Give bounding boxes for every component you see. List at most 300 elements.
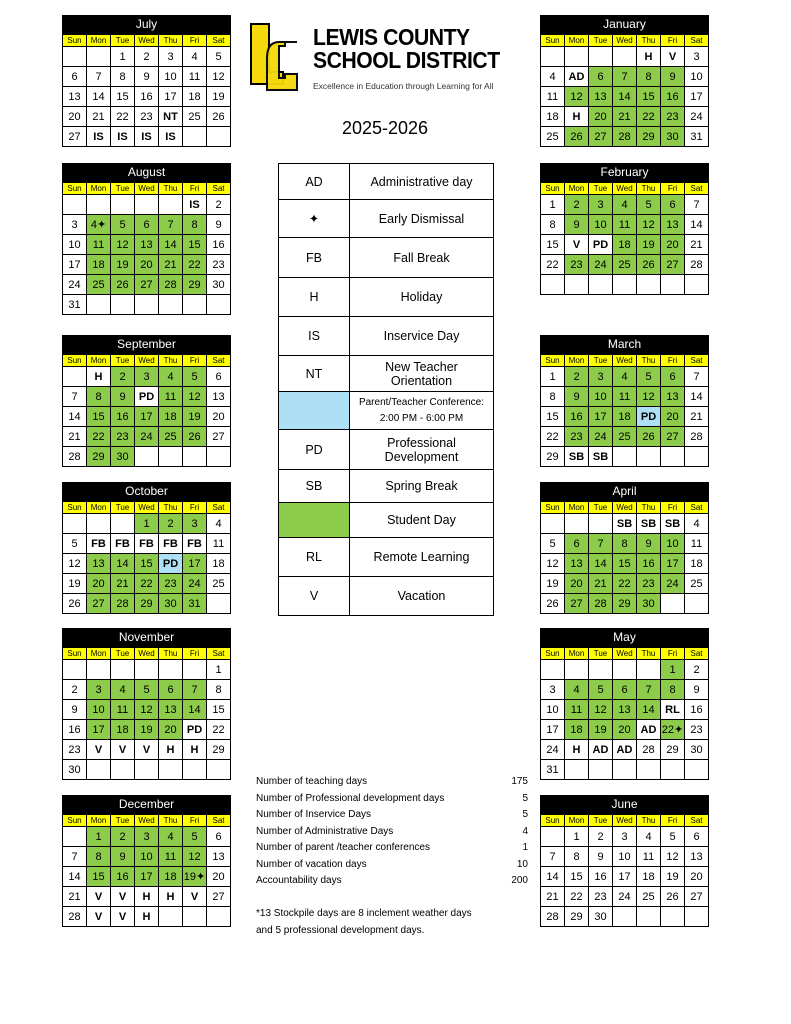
stat-row xyxy=(256,840,528,857)
day-cell: 18 xyxy=(565,720,589,740)
week-row xyxy=(541,407,709,427)
week-row xyxy=(63,47,231,67)
day-cell xyxy=(661,907,685,927)
day-cell: 22 xyxy=(87,427,111,447)
weekday-header: Fri xyxy=(183,183,207,195)
day-cell: 5 xyxy=(661,827,685,847)
day-cell xyxy=(63,367,87,387)
day-cell: 15 xyxy=(637,87,661,107)
week-row xyxy=(541,867,709,887)
day-cell: 4 xyxy=(111,680,135,700)
day-cell xyxy=(207,127,231,147)
day-cell: 19 xyxy=(63,574,87,594)
week-row xyxy=(541,847,709,867)
day-cell: 2 xyxy=(565,195,589,215)
day-cell: 1 xyxy=(111,47,135,67)
day-cell: 20 xyxy=(589,107,613,127)
week-row xyxy=(541,127,709,147)
day-cell: IS xyxy=(111,127,135,147)
day-cell: 13 xyxy=(63,87,87,107)
day-cell xyxy=(111,514,135,534)
day-cell: 6 xyxy=(661,195,685,215)
day-cell: 6 xyxy=(685,827,709,847)
week-row xyxy=(63,235,231,255)
day-cell: 28 xyxy=(159,275,183,295)
day-cell: 21 xyxy=(87,107,111,127)
day-cell: 6 xyxy=(159,680,183,700)
day-cell: 25 xyxy=(613,427,637,447)
day-cell: 6 xyxy=(589,67,613,87)
day-cell: 4 xyxy=(541,67,565,87)
day-cell: 24 xyxy=(685,107,709,127)
day-cell: 18 xyxy=(111,720,135,740)
month-title: November xyxy=(62,628,231,647)
legend-row xyxy=(279,577,494,616)
day-cell: 12 xyxy=(135,700,159,720)
day-cell: 14 xyxy=(111,554,135,574)
day-cell: 17 xyxy=(63,255,87,275)
day-cell: 6 xyxy=(207,827,231,847)
day-cell: 22 xyxy=(111,107,135,127)
day-cell: 27 xyxy=(565,594,589,614)
day-cell: H xyxy=(159,887,183,907)
legend-code: ✦ xyxy=(279,200,350,238)
day-cell xyxy=(111,760,135,780)
day-cell: SB xyxy=(565,447,589,467)
legend-code: V xyxy=(279,577,350,616)
day-cell: 30 xyxy=(111,447,135,467)
day-cell: 25 xyxy=(685,574,709,594)
day-cell: 23 xyxy=(63,740,87,760)
day-cell: 21 xyxy=(63,887,87,907)
day-cell: H xyxy=(87,367,111,387)
day-cell xyxy=(111,660,135,680)
day-cell xyxy=(207,760,231,780)
day-cell: 31 xyxy=(685,127,709,147)
day-cell: 20 xyxy=(63,107,87,127)
month-december xyxy=(62,795,231,927)
day-cell xyxy=(207,447,231,467)
day-cell: 7 xyxy=(87,67,111,87)
week-row xyxy=(541,275,709,295)
day-cell: 4 xyxy=(685,514,709,534)
month-grid xyxy=(540,182,709,295)
day-cell: 2 xyxy=(159,514,183,534)
legend-row xyxy=(279,164,494,200)
weekday-header: Sat xyxy=(207,648,231,660)
day-cell xyxy=(661,447,685,467)
week-row xyxy=(541,680,709,700)
week-row xyxy=(63,700,231,720)
legend-label: Early Dismissal xyxy=(350,200,494,238)
day-cell: 16 xyxy=(63,720,87,740)
day-cell: 22✦ xyxy=(661,720,685,740)
day-cell: 19 xyxy=(183,407,207,427)
day-cell xyxy=(613,660,637,680)
weekday-header: Mon xyxy=(565,35,589,47)
day-cell: 8 xyxy=(637,67,661,87)
day-cell: 14 xyxy=(63,867,87,887)
day-cell: 2 xyxy=(63,680,87,700)
weekday-header: Sat xyxy=(207,355,231,367)
day-cell: 29 xyxy=(565,907,589,927)
day-cell: 3 xyxy=(63,215,87,235)
day-cell xyxy=(565,275,589,295)
day-cell: 20 xyxy=(207,867,231,887)
day-cell: 12 xyxy=(637,215,661,235)
stat-label: Number of Administrative Days xyxy=(256,825,394,837)
weekday-header: Mon xyxy=(565,355,589,367)
weekday-header: Sun xyxy=(541,502,565,514)
week-row xyxy=(63,215,231,235)
weekday-header: Wed xyxy=(135,355,159,367)
day-cell: 14 xyxy=(685,215,709,235)
stat-value: 10 xyxy=(516,858,528,870)
day-cell: 8 xyxy=(207,680,231,700)
day-cell: 15 xyxy=(87,407,111,427)
day-cell: 1 xyxy=(207,660,231,680)
day-cell: 21 xyxy=(63,427,87,447)
week-row xyxy=(63,680,231,700)
day-cell: 24 xyxy=(613,887,637,907)
day-cell: 27 xyxy=(135,275,159,295)
day-cell: 15 xyxy=(111,87,135,107)
day-cell: 7 xyxy=(159,215,183,235)
day-cell: 22 xyxy=(613,574,637,594)
day-cell xyxy=(661,760,685,780)
day-cell: 10 xyxy=(135,847,159,867)
week-row xyxy=(541,387,709,407)
day-cell xyxy=(111,295,135,315)
week-row xyxy=(541,660,709,680)
month-november xyxy=(62,628,231,780)
week-row xyxy=(63,847,231,867)
day-cell: 13 xyxy=(661,387,685,407)
day-cell: 3 xyxy=(613,827,637,847)
weekday-header: Fri xyxy=(183,355,207,367)
day-cell: 17 xyxy=(661,554,685,574)
stat-row xyxy=(256,791,528,808)
weekday-header: Mon xyxy=(87,355,111,367)
day-cell: 19✦ xyxy=(183,867,207,887)
day-cell xyxy=(637,447,661,467)
day-count-summary xyxy=(256,774,528,890)
stat-row xyxy=(256,774,528,791)
day-cell xyxy=(87,514,111,534)
week-row xyxy=(541,740,709,760)
day-cell: 12 xyxy=(541,554,565,574)
weekday-header: Sun xyxy=(63,35,87,47)
day-cell: 12 xyxy=(183,847,207,867)
legend-code: PD xyxy=(279,430,350,470)
weekday-header: Tue xyxy=(111,502,135,514)
month-title: October xyxy=(62,482,231,501)
day-cell: 21 xyxy=(111,574,135,594)
week-row xyxy=(541,720,709,740)
day-cell xyxy=(183,760,207,780)
legend-row xyxy=(279,317,494,356)
week-row xyxy=(541,67,709,87)
day-cell: 9 xyxy=(207,215,231,235)
day-cell: 21 xyxy=(589,574,613,594)
week-row xyxy=(63,720,231,740)
legend-row xyxy=(279,356,494,392)
day-cell: H xyxy=(565,740,589,760)
weekday-header: Sat xyxy=(207,815,231,827)
day-cell: 27 xyxy=(63,127,87,147)
day-cell: 15 xyxy=(135,554,159,574)
day-cell: 5 xyxy=(135,680,159,700)
day-cell: 17 xyxy=(135,867,159,887)
day-cell xyxy=(183,127,207,147)
day-cell: 21 xyxy=(685,407,709,427)
day-cell: 20 xyxy=(207,407,231,427)
day-cell: 21 xyxy=(613,107,637,127)
weekday-header: Wed xyxy=(613,355,637,367)
weekday-header: Fri xyxy=(183,502,207,514)
day-cell: 5 xyxy=(589,680,613,700)
weekday-header: Mon xyxy=(87,183,111,195)
day-cell: V xyxy=(87,887,111,907)
week-row xyxy=(63,387,231,407)
day-cell: 8 xyxy=(87,847,111,867)
day-cell: 23 xyxy=(207,255,231,275)
weekday-header: Thu xyxy=(637,183,661,195)
legend-code: FB xyxy=(279,238,350,278)
day-cell: 25 xyxy=(207,574,231,594)
weekday-header: Wed xyxy=(135,35,159,47)
month-title: May xyxy=(540,628,709,647)
day-cell: 25 xyxy=(613,255,637,275)
month-september xyxy=(62,335,231,467)
day-cell: 19 xyxy=(207,87,231,107)
day-cell: 27 xyxy=(87,594,111,614)
day-cell: PD xyxy=(589,235,613,255)
day-cell: 10 xyxy=(63,235,87,255)
stat-value: 175 xyxy=(511,776,528,787)
weekday-header: Fri xyxy=(661,183,685,195)
day-cell xyxy=(63,827,87,847)
day-cell: V xyxy=(565,235,589,255)
day-cell: 12 xyxy=(661,847,685,867)
weekday-header: Wed xyxy=(613,815,637,827)
day-cell: 6 xyxy=(207,367,231,387)
day-cell: 1 xyxy=(87,827,111,847)
note-line: and 5 professional development days. xyxy=(256,924,425,936)
day-cell: 11 xyxy=(565,700,589,720)
day-cell: AD xyxy=(589,740,613,760)
district-logo xyxy=(249,22,299,97)
month-title: September xyxy=(62,335,231,354)
weekday-header: Wed xyxy=(135,815,159,827)
legend-label: Spring Break xyxy=(350,470,494,503)
day-cell xyxy=(565,660,589,680)
school-name-line1: LEWIS COUNTY xyxy=(313,24,470,50)
weekday-header: Tue xyxy=(589,355,613,367)
day-cell xyxy=(159,447,183,467)
day-cell: 20 xyxy=(87,574,111,594)
weekday-header: Sat xyxy=(685,355,709,367)
day-cell: 29 xyxy=(637,127,661,147)
day-cell: PD xyxy=(637,407,661,427)
day-cell xyxy=(541,660,565,680)
month-april xyxy=(540,482,709,614)
week-row xyxy=(63,67,231,87)
day-cell: 20 xyxy=(661,407,685,427)
day-cell: 16 xyxy=(111,407,135,427)
day-cell: V xyxy=(135,740,159,760)
day-cell: NT xyxy=(159,107,183,127)
day-cell: 11 xyxy=(613,387,637,407)
day-cell xyxy=(541,47,565,67)
day-cell: 9 xyxy=(565,387,589,407)
day-cell: 11 xyxy=(613,215,637,235)
day-cell: 9 xyxy=(111,387,135,407)
legend-code: NT xyxy=(279,356,350,392)
day-cell: 17 xyxy=(685,87,709,107)
day-cell: 23 xyxy=(661,107,685,127)
day-cell: 15 xyxy=(207,700,231,720)
day-cell: 11 xyxy=(541,87,565,107)
legend-code: AD xyxy=(279,164,350,200)
day-cell: 24 xyxy=(183,574,207,594)
day-cell: 13 xyxy=(565,554,589,574)
weekday-header: Wed xyxy=(613,183,637,195)
day-cell: 24 xyxy=(589,255,613,275)
legend-code: RL xyxy=(279,538,350,577)
week-row xyxy=(541,107,709,127)
day-cell: PD xyxy=(159,554,183,574)
week-row xyxy=(63,295,231,315)
weekday-header: Mon xyxy=(87,815,111,827)
week-row xyxy=(541,235,709,255)
day-cell: H xyxy=(135,887,159,907)
school-name-line2: SCHOOL DISTRICT xyxy=(313,47,500,73)
weekday-header: Mon xyxy=(87,502,111,514)
day-cell xyxy=(63,514,87,534)
day-cell: 22 xyxy=(565,887,589,907)
day-cell xyxy=(63,47,87,67)
day-cell: 22 xyxy=(637,107,661,127)
day-cell xyxy=(135,195,159,215)
weekday-header: Sun xyxy=(541,355,565,367)
day-cell: 6 xyxy=(63,67,87,87)
weekday-header: Tue xyxy=(111,815,135,827)
week-row xyxy=(541,700,709,720)
legend-code: H xyxy=(279,278,350,317)
day-cell: 25 xyxy=(637,887,661,907)
week-row xyxy=(63,275,231,295)
day-cell: SB xyxy=(661,514,685,534)
stat-label: Number of teaching days xyxy=(256,776,368,787)
day-cell: 30 xyxy=(637,594,661,614)
day-cell xyxy=(183,907,207,927)
day-cell: 13 xyxy=(613,700,637,720)
day-cell: 26 xyxy=(63,594,87,614)
day-cell: 14 xyxy=(63,407,87,427)
week-row xyxy=(63,554,231,574)
day-cell: SB xyxy=(613,514,637,534)
month-august xyxy=(62,163,231,315)
day-cell: 1 xyxy=(541,195,565,215)
stat-label: Number of parent /teacher conferences xyxy=(256,842,430,853)
day-cell: 10 xyxy=(589,215,613,235)
day-cell xyxy=(135,660,159,680)
weekday-header: Thu xyxy=(637,355,661,367)
day-cell: 9 xyxy=(685,680,709,700)
day-cell: 19 xyxy=(589,720,613,740)
day-cell: 6 xyxy=(565,534,589,554)
day-cell: RL xyxy=(661,700,685,720)
weekday-header: Tue xyxy=(589,35,613,47)
day-cell: 22 xyxy=(541,427,565,447)
stat-value: 1 xyxy=(522,842,528,853)
stat-row xyxy=(256,873,528,890)
day-cell xyxy=(565,514,589,534)
weekday-header: Sat xyxy=(685,815,709,827)
week-row xyxy=(63,407,231,427)
week-row xyxy=(63,760,231,780)
week-row xyxy=(63,594,231,614)
day-cell xyxy=(135,760,159,780)
day-cell: H xyxy=(135,907,159,927)
weekday-header: Sun xyxy=(63,502,87,514)
day-cell: 3 xyxy=(541,680,565,700)
day-cell: 25 xyxy=(541,127,565,147)
day-cell: 14 xyxy=(637,700,661,720)
weekday-header: Fri xyxy=(183,648,207,660)
day-cell: 18 xyxy=(637,867,661,887)
day-cell: 29 xyxy=(183,275,207,295)
day-cell: 23 xyxy=(637,574,661,594)
day-cell: 21 xyxy=(159,255,183,275)
day-cell: 4 xyxy=(565,680,589,700)
weekday-header: Tue xyxy=(111,355,135,367)
weekday-header: Sun xyxy=(541,648,565,660)
day-cell: 10 xyxy=(589,387,613,407)
day-cell: 16 xyxy=(565,407,589,427)
day-cell: 7 xyxy=(685,367,709,387)
legend-label: Inservice Day xyxy=(350,317,494,356)
week-row xyxy=(63,574,231,594)
weekday-header: Sun xyxy=(541,815,565,827)
day-cell: 16 xyxy=(135,87,159,107)
day-cell: 10 xyxy=(685,67,709,87)
day-cell: 17 xyxy=(87,720,111,740)
day-cell: 1 xyxy=(565,827,589,847)
day-cell: 15 xyxy=(613,554,637,574)
day-cell: 23 xyxy=(111,427,135,447)
day-cell: 12 xyxy=(111,235,135,255)
day-cell: 20 xyxy=(565,574,589,594)
day-cell: 16 xyxy=(111,867,135,887)
conference-swatch xyxy=(279,392,350,430)
day-cell: 23 xyxy=(589,887,613,907)
day-cell: 27 xyxy=(207,427,231,447)
day-cell: 15 xyxy=(565,867,589,887)
month-title: February xyxy=(540,163,709,182)
month-grid xyxy=(62,182,231,315)
weekday-header: Sun xyxy=(541,183,565,195)
weekday-header: Fri xyxy=(661,355,685,367)
month-grid xyxy=(62,354,231,467)
legend-label: Student Day xyxy=(350,503,494,538)
lc-logo-icon xyxy=(249,22,299,92)
student-day-swatch xyxy=(279,503,350,538)
weekday-header: Mon xyxy=(87,648,111,660)
day-cell xyxy=(661,275,685,295)
day-cell xyxy=(159,195,183,215)
